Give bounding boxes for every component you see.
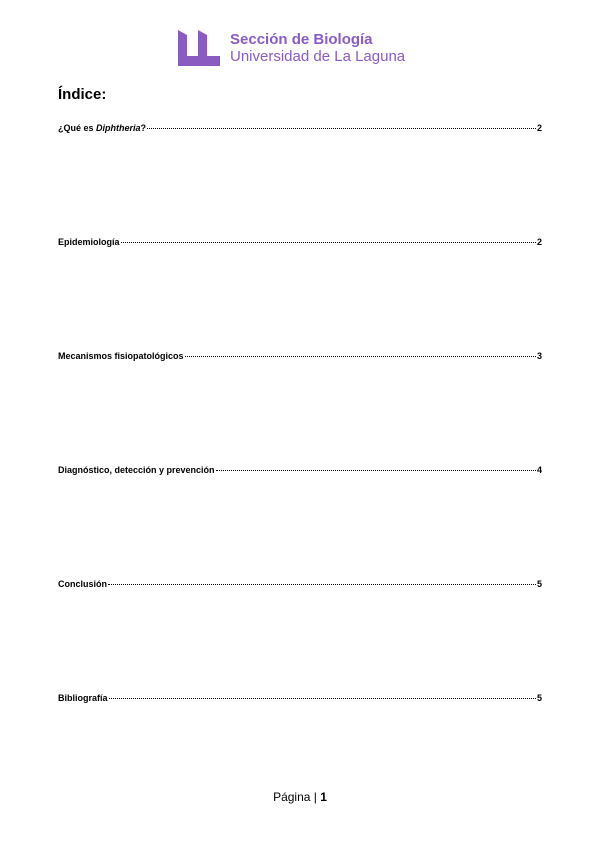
document-header — [178, 26, 438, 70]
toc-entry-page: 3 — [536, 351, 542, 361]
toc-dot-leader — [108, 584, 536, 585]
page-footer — [0, 790, 600, 804]
header-title: Sección de Biología — [230, 30, 373, 48]
toc-entry-page: 5 — [536, 693, 542, 703]
toc-dot-leader — [109, 698, 536, 699]
footer-page-number: 1 — [320, 790, 327, 804]
toc-entry-page: 4 — [536, 465, 542, 475]
toc-entry-page: 2 — [536, 237, 542, 247]
header-subtitle: Universidad de La Laguna — [230, 48, 406, 65]
toc-dot-leader — [121, 242, 536, 243]
ull-logo-icon — [178, 30, 220, 66]
toc-row[interactable] — [58, 123, 542, 237]
toc-row[interactable] — [58, 237, 542, 351]
toc-row[interactable] — [58, 579, 542, 693]
toc-entry-title: Diagnóstico, detección y prevención — [58, 465, 215, 475]
index-heading: Índice: — [58, 86, 107, 103]
toc-entry-title: Mecanismos fisiopatológicos — [58, 351, 184, 361]
toc-entry-title: Epidemiología — [58, 237, 120, 247]
toc-entry-title: ¿Qué es Diphtheria? — [58, 123, 147, 133]
table-of-contents — [58, 123, 542, 807]
toc-row[interactable] — [58, 465, 542, 579]
toc-row[interactable] — [58, 351, 542, 465]
toc-dot-leader — [185, 356, 536, 357]
toc-dot-leader — [147, 128, 536, 129]
toc-entry-title: Bibliografía — [58, 693, 108, 703]
toc-entry-page: 2 — [536, 123, 542, 133]
toc-entry-title: Conclusión — [58, 579, 107, 589]
toc-entry-page: 5 — [536, 579, 542, 589]
header-text — [230, 31, 405, 66]
footer-label: Página | — [273, 790, 317, 804]
toc-dot-leader — [216, 470, 536, 471]
